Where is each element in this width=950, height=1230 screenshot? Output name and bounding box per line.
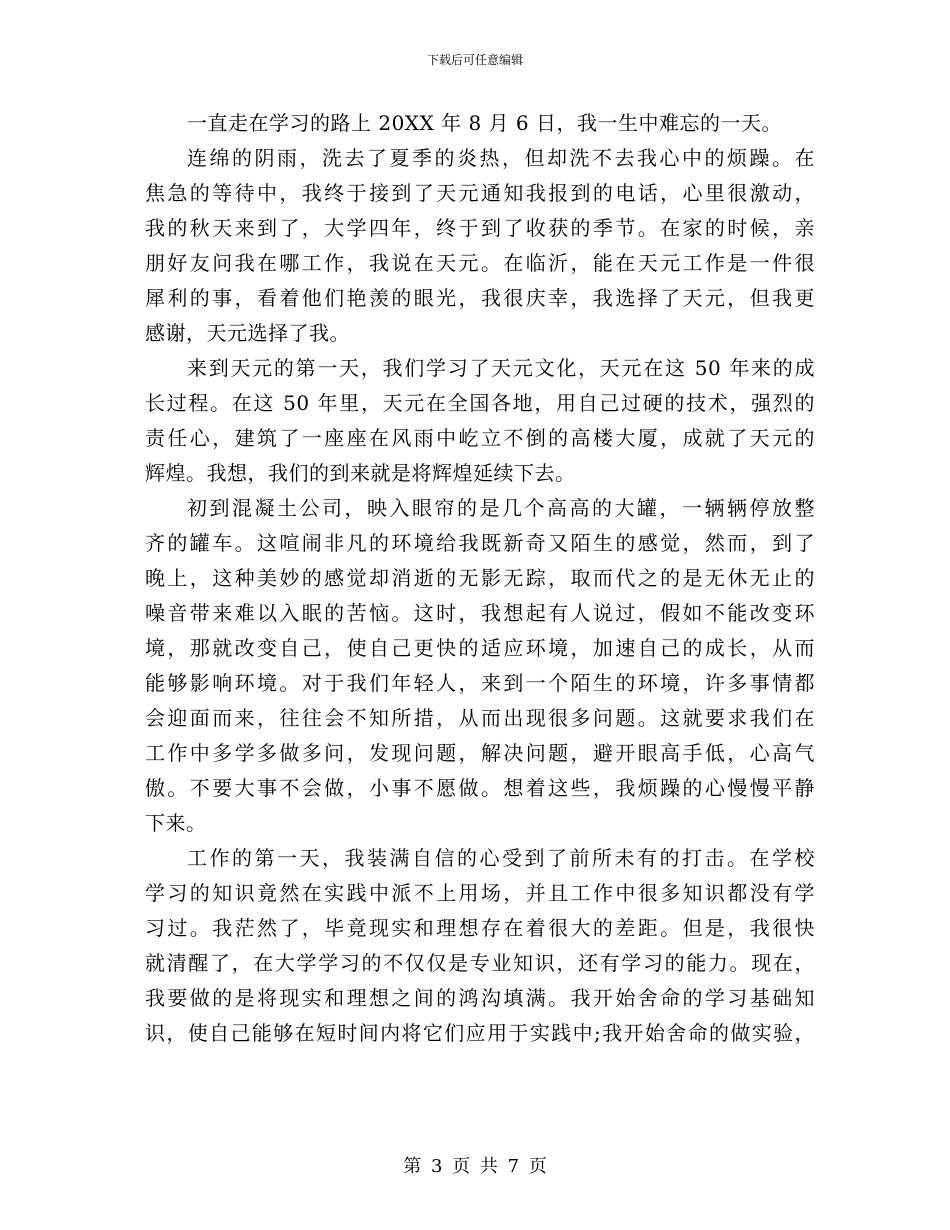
text-line: 朋好友问我在哪工作，我说在天元。在临沂，能在天元工作是一件很 <box>145 251 815 275</box>
document-body <box>145 106 815 1051</box>
text-line: 齐的罐车。这喧闹非凡的环境给我既新奇又陌生的感觉，然而，到了 <box>145 531 815 555</box>
text-line: 学习的知识竟然在实践中派不上用场，并且工作中很多知识都没有学 <box>145 881 815 905</box>
text-line: 辉煌。我想，我们的到来就是将辉煌延续下去。 <box>145 461 576 485</box>
text-line: 连绵的阴雨，洗去了夏季的炎热，但却洗不去我心中的烦躁。在 <box>187 146 815 170</box>
text-line: 就清醒了，在大学学习的不仅仅是专业知识，还有学习的能力。现在， <box>145 951 815 975</box>
text-line: 长过程。在这 50 年里，天元在全国各地，用自己过硬的技术，强烈的 <box>145 391 815 415</box>
text-line: 初到混凝土公司，映入眼帘的是几个高高的大罐，一辆辆停放整 <box>187 496 815 520</box>
text-line: 境，那就改变自己，使自己更快的适应环境，加速自己的成长，从而 <box>145 636 815 660</box>
text-line: 会迎面而来，往往会不知所措，从而出现很多问题。这就要求我们在 <box>145 706 815 730</box>
text-line: 一直走在学习的路上 20XX 年 8 月 6 日，我一生中难忘的一天。 <box>187 111 783 135</box>
text-line: 感谢，天元选择了我。 <box>145 321 350 345</box>
page-number: 第 3 页 共 7 页 <box>403 1156 547 1177</box>
text-line: 来到天元的第一天，我们学习了天元文化，天元在这 50 年来的成 <box>187 356 815 380</box>
text-line: 犀利的事，看着他们艳羡的眼光，我很庆幸，我选择了天元，但我更 <box>145 286 815 310</box>
page-header-note: 下载后可任意编辑 <box>426 53 523 67</box>
text-line: 识，使自己能够在短时间内将它们应用于实践中;我开始舍命的做实验， <box>145 1021 815 1045</box>
text-line: 能够影响环境。对于我们年轻人，来到一个陌生的环境，许多事情都 <box>145 671 815 695</box>
text-line: 晚上，这种美妙的感觉却消逝的无影无踪，取而代之的是无休无止的 <box>145 566 815 590</box>
text-line: 噪音带来难以入眠的苦恼。这时，我想起有人说过，假如不能改变环 <box>145 601 815 625</box>
text-line: 下来。 <box>145 811 207 835</box>
text-line: 责任心，建筑了一座座在风雨中屹立不倒的高楼大厦，成就了天元的 <box>145 426 815 450</box>
text-line: 焦急的等待中，我终于接到了天元通知我报到的电话，心里很激动， <box>145 181 815 205</box>
text-line: 工作的第一天，我装满自信的心受到了前所未有的打击。在学校 <box>187 846 815 870</box>
text-line: 习过。我茫然了，毕竟现实和理想存在着很大的差距。但是，我很快 <box>145 916 815 940</box>
text-line: 傲。不要大事不会做，小事不愿做。想着这些，我烦躁的心慢慢平静 <box>145 776 815 800</box>
text-line: 工作中多学多做多问，发现问题，解决问题，避开眼高手低，心高气 <box>145 741 815 765</box>
text-line: 我要做的是将现实和理想之间的鸿沟填满。我开始舍命的学习基础知 <box>145 986 815 1010</box>
text-line: 我的秋天来到了，大学四年，终于到了收获的季节。在家的时候，亲 <box>145 216 815 240</box>
